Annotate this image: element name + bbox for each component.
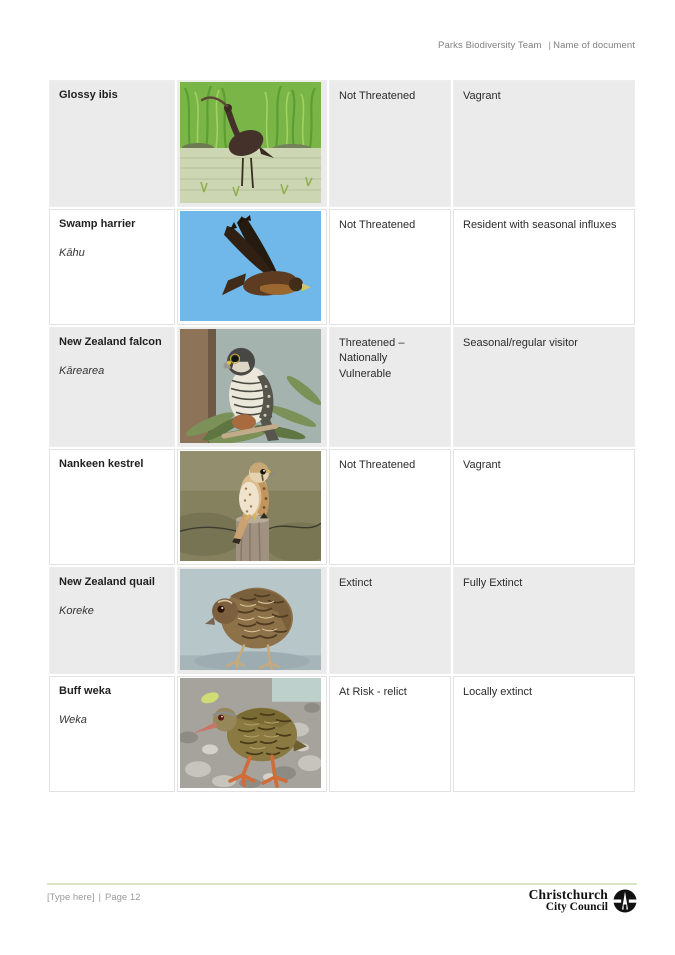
threat-status: Not Threatened [339, 459, 416, 471]
bird-maori-name: Koreke [59, 605, 94, 617]
bird-photo-cell [177, 567, 327, 674]
residency-cell [453, 327, 635, 447]
residency-status: Seasonal/regular visitor [463, 337, 578, 349]
threat-status: At Risk - relict [339, 686, 407, 698]
bird-common-name: Glossy ibis [59, 89, 118, 101]
threat-status-cell [329, 80, 451, 207]
bird-photo-cell [177, 676, 327, 792]
table-row [49, 676, 635, 792]
threat-status: Threatened – Nationally Vulnerable [339, 337, 405, 380]
council-name-line2: City Council [545, 900, 608, 913]
threat-status-cell [329, 567, 451, 674]
bird-photo-cell [177, 209, 327, 325]
council-logo-icon [613, 889, 637, 913]
bird-common-name: New Zealand quail [59, 576, 155, 588]
bird-common-name: Swamp harrier [59, 218, 136, 230]
bird-photo-cell [177, 80, 327, 207]
bird-common-name: Nankeen kestrel [59, 458, 144, 470]
footer-separator: | [98, 892, 101, 903]
council-name-line1: Christchurch [528, 887, 608, 902]
footer-left-text [47, 888, 140, 903]
threat-status-cell [329, 676, 451, 792]
buff-weka-photo [180, 678, 321, 788]
table-row [49, 327, 635, 447]
residency-status: Vagrant [463, 90, 501, 102]
bird-common-name: Buff weka [59, 685, 111, 697]
new-zealand-quail-photo [180, 569, 321, 670]
residency-status: Locally extinct [463, 686, 533, 698]
swamp-harrier-photo [180, 211, 321, 321]
threat-status: Not Threatened [339, 90, 416, 102]
bird-name-cell [49, 209, 175, 325]
threat-status: Not Threatened [339, 219, 416, 231]
council-logo-text [529, 888, 608, 913]
new-zealand-falcon-photo [180, 329, 321, 443]
bird-species-table [47, 78, 637, 794]
bird-maori-name: Kāhu [59, 247, 85, 259]
residency-status: Resident with seasonal influxes [463, 219, 617, 231]
bird-name-cell [49, 676, 175, 792]
page-footer [47, 888, 637, 913]
page-number: Page 12 [105, 892, 141, 903]
residency-status: Fully Extinct [463, 577, 523, 589]
table-row [49, 567, 635, 674]
residency-cell [453, 209, 635, 325]
bird-name-cell [49, 80, 175, 207]
residency-cell [453, 676, 635, 792]
bird-photo-cell [177, 327, 327, 447]
threat-status-cell [329, 327, 451, 447]
bird-maori-name: Kārearea [59, 365, 105, 377]
header-team-name: Parks Biodiversity Team [438, 40, 542, 51]
table-row [49, 209, 635, 325]
footer-divider [47, 883, 637, 885]
bird-name-cell [49, 327, 175, 447]
council-logo [529, 888, 637, 913]
bird-maori-name: Weka [59, 714, 87, 726]
nankeen-kestrel-photo [180, 451, 321, 561]
header-doc-name: Name of document [553, 40, 635, 51]
residency-cell [453, 567, 635, 674]
threat-status-cell [329, 449, 451, 565]
threat-status: Extinct [339, 577, 373, 589]
page-header [438, 40, 635, 51]
table-row [49, 449, 635, 565]
residency-status: Vagrant [463, 459, 501, 471]
glossy-ibis-photo [180, 82, 321, 203]
threat-status-cell [329, 209, 451, 325]
bird-photo-cell [177, 449, 327, 565]
table-row [49, 80, 635, 207]
residency-cell [453, 80, 635, 207]
header-separator: | [548, 40, 552, 51]
bird-common-name: New Zealand falcon [59, 336, 162, 348]
bird-name-cell [49, 449, 175, 565]
type-here-placeholder: [Type here] [47, 892, 95, 903]
residency-cell [453, 449, 635, 565]
bird-name-cell [49, 567, 175, 674]
